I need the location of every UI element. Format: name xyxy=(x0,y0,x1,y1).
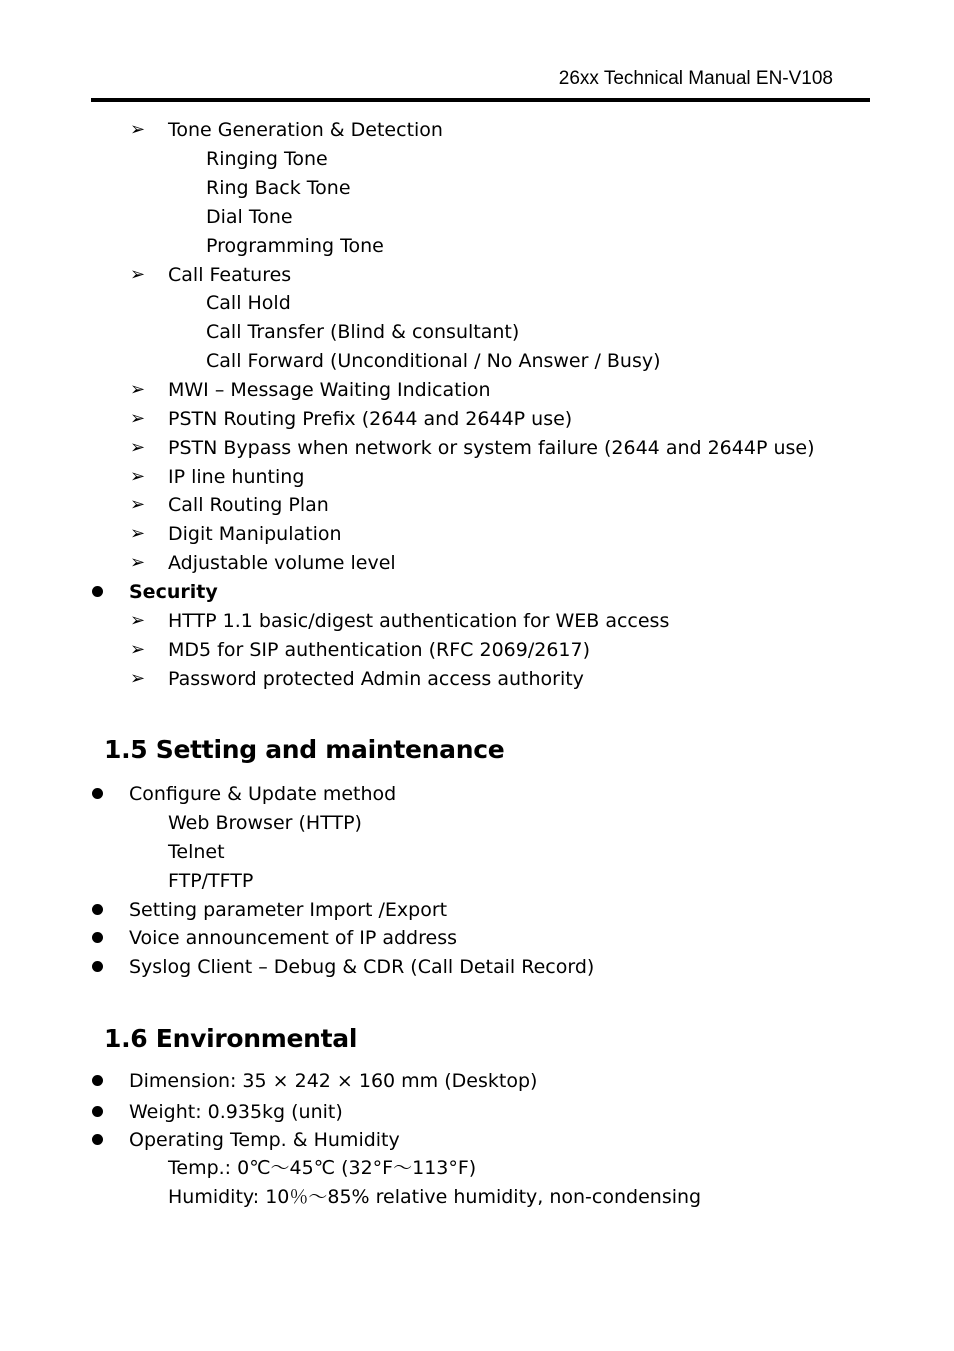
sub-item: Ring Back Tone xyxy=(206,177,351,199)
header-rule xyxy=(91,98,870,102)
list-item: HTTP 1.1 basic/digest authentication for WEB access xyxy=(168,610,670,632)
bullet-dot-icon xyxy=(92,1106,103,1117)
section-title: 1.5 Setting and maintenance xyxy=(104,735,505,764)
bullet-dot-icon xyxy=(92,961,103,972)
arrow-bullet-icon: ➢ xyxy=(130,408,146,429)
list-item: Digit Manipulation xyxy=(168,523,342,545)
arrow-bullet-icon: ➢ xyxy=(130,668,146,689)
arrow-bullet-icon: ➢ xyxy=(130,523,146,544)
bullet-dot-icon xyxy=(92,932,103,943)
arrow-bullet-icon: ➢ xyxy=(130,494,146,515)
sub-item: Call Forward (Unconditional / No Answer / Busy) xyxy=(206,350,661,372)
sub-item: Dial Tone xyxy=(206,206,293,228)
list-item: IP line hunting xyxy=(168,466,305,488)
header-title: 26xx Technical Manual EN-V108 xyxy=(558,68,833,89)
arrow-bullet-icon: ➢ xyxy=(130,610,146,631)
list-item-label: Configure & Update method xyxy=(129,783,397,805)
arrow-bullet-icon: ➢ xyxy=(130,552,146,573)
list-item: Voice announcement of IP address xyxy=(129,927,458,949)
list-item: PSTN Routing Prefix (2644 and 2644P use) xyxy=(168,408,573,430)
sub-item: Temp.: 0℃～45℃ (32°F～113°F) xyxy=(168,1157,477,1179)
arrow-bullet-icon: ➢ xyxy=(130,639,146,660)
sub-item: Call Transfer (Blind & consultant) xyxy=(206,321,520,343)
list-item-label: Operating Temp. & Humidity xyxy=(129,1129,400,1151)
bullet-dot-icon xyxy=(92,1075,103,1086)
arrow-bullet-icon: ➢ xyxy=(130,379,146,400)
list-item: Password protected Admin access authority xyxy=(168,668,584,690)
list-item: MWI – Message Waiting Indication xyxy=(168,379,491,401)
sub-item: Web Browser (HTTP) xyxy=(168,812,362,834)
list-item-label: Tone Generation & Detection xyxy=(168,119,443,141)
sub-item: Humidity: 10％～85% relative humidity, non-condensing xyxy=(168,1186,702,1208)
arrow-bullet-icon: ➢ xyxy=(130,466,146,487)
sub-item: FTP/TFTP xyxy=(168,870,254,892)
sub-item: Telnet xyxy=(168,841,225,863)
sub-item: Programming Tone xyxy=(206,235,384,257)
arrow-bullet-icon: ➢ xyxy=(130,119,146,140)
sub-item: Call Hold xyxy=(206,292,291,314)
section-title: 1.6 Environmental xyxy=(104,1024,358,1053)
sub-item: Ringing Tone xyxy=(206,148,328,170)
list-item: PSTN Bypass when network or system failure (2644 and 2644P use) xyxy=(168,437,815,459)
list-item: Call Routing Plan xyxy=(168,494,329,516)
list-item: Dimension: 35 × 242 × 160 mm (Desktop) xyxy=(129,1070,538,1092)
bullet-dot-icon xyxy=(92,904,103,915)
list-item: Weight: 0.935kg (unit) xyxy=(129,1101,343,1123)
list-item: Syslog Client – Debug & CDR (Call Detail Record) xyxy=(129,956,595,978)
list-item: Setting parameter Import /Export xyxy=(129,899,448,921)
bullet-dot-icon xyxy=(92,1134,103,1145)
security-label: Security xyxy=(129,581,218,603)
list-item-label: Call Features xyxy=(168,264,292,286)
list-item: Adjustable volume level xyxy=(168,552,396,574)
list-item: MD5 for SIP authentication (RFC 2069/2617) xyxy=(168,639,591,661)
arrow-bullet-icon: ➢ xyxy=(130,437,146,458)
arrow-bullet-icon: ➢ xyxy=(130,264,146,285)
bullet-dot-icon xyxy=(92,788,103,799)
bullet-dot-icon xyxy=(92,586,103,597)
